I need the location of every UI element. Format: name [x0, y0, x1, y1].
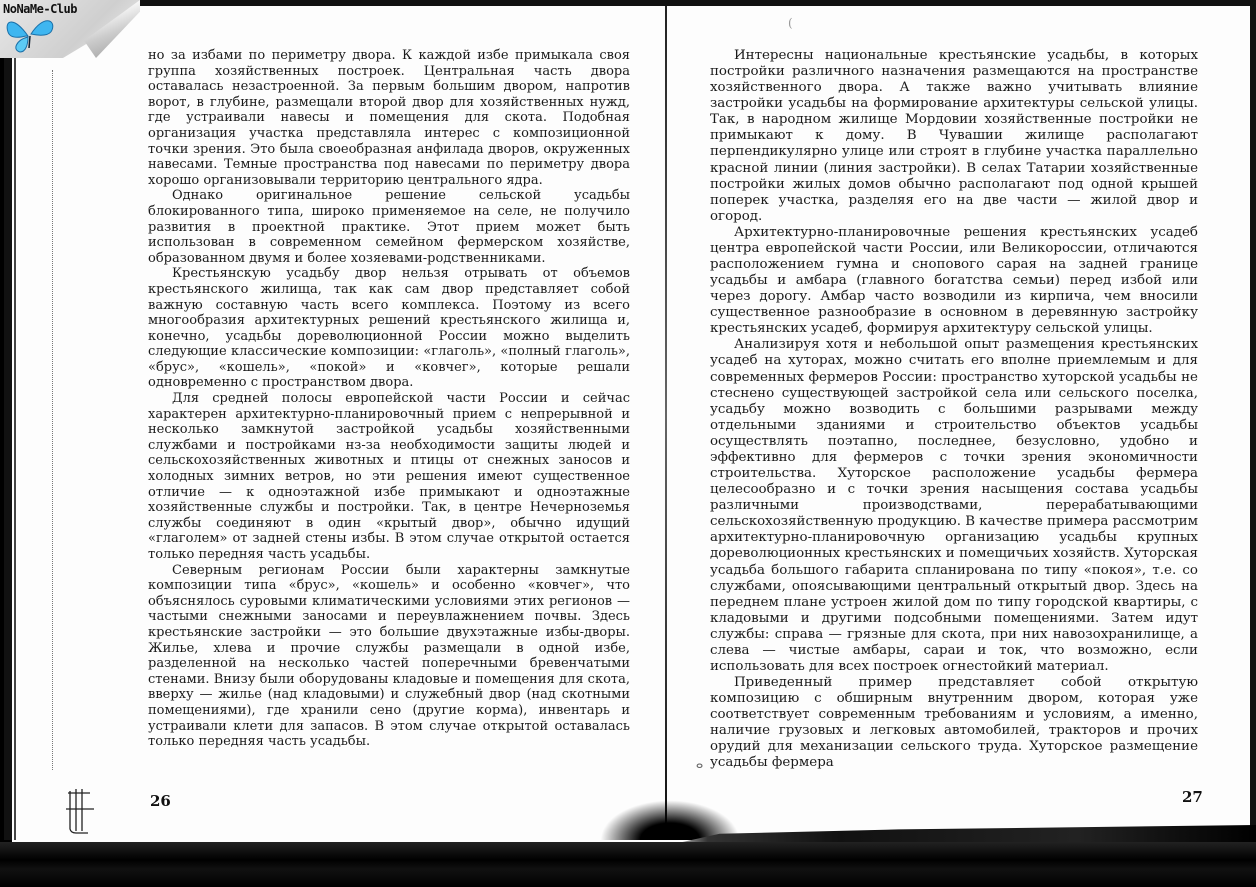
scan-left-edge-line — [14, 40, 16, 840]
scan-right-edge — [1250, 0, 1256, 887]
paragraph: но за избами по периметру двора. К каждой избе примыкала своя группа хозяйственных построек. Центральная часть двора оставалась незастроенной. За первым большим двором, напротив ворот, в глубине, размещали второй двор для хозяйственных нужд, где устраивали навесы и помещения для скота. Подобная организация участка представляла интерес с композиционной точки зрения. Это была своеобразная анфилада дворов, окруженных навесами. Темные пространства под навесами по периметру двора хорошо организовывали территорию центрального ядра. — [148, 48, 630, 188]
left-page-body — [148, 48, 630, 750]
scan-left-edge — [4, 40, 12, 840]
paragraph: Для средней полосы европейской части России и сейчас характерен архитектурно-планировочный прием с непрерывной и несколько замкнутой застройкой усадьбы хозяйственными службами и постройками нз-за необходимости защиты людей и сельскохозяйственных животных и птицы от снежных заносов и холодных зимних ветров, но эти решения имеют существенное отличие — к одноэтажной избе примыкают и одноэтажные хозяйственные службы и постройки. Так, в центре Нечерноземья службы соединяют в один «крытый двор», обычно идущий «глаголем» от задней стены избы. В этом случае открытой остается только передняя часть усадьбы. — [148, 391, 630, 562]
scan-artifact-glyph: ⴰ — [696, 758, 704, 771]
paragraph: Северным регионам России были характерны замкнутые композиции типа «брус», «кошель» и особенно «ковчег», что объяснялось суровыми климатическими условиями этих регионов — частыми снежными заносами и переувлажнением почвы. Здесь крестьянские застройки — это большие двухэтажные избы-дворы. Жилье, хлева и прочие службы размещали в одной избе, разделенной на несколько частей поперечными бревенчатыми стенами. Внизу были оборудованы кладовые и помещения для скота, вверху — жилье (над кладовыми) и служебный двор (над скотными помещениями), где хранили сено (другие корма), инвентарь и устраивали клети для запасов. В этом случае открытой оставалась только передняя часть усадьбы. — [148, 562, 630, 750]
paragraph: Анализируя хотя и небольшой опыт размещения крестьянских усадеб на хуторах, можно считать его вполне приемлемым и для современных фермеров России: пространство хуторской усадьбы не стеснено существующей застройкой села или сельского поселка, усадьбу можно возводить с большими разрывами между отдельными зданиями и строительство объектов усадьбы осуществлять поэтапно, последнее, безусловно, удобно и эффективно для фермеров с точки зрения экономичности строительства. Хуторское расположение усадьбы фермера целесообразно и с точки зрения насыщения состава усадьбы различными производствами, перерабатывающими сельскохозяйственную продукцию. В качестве примера рассмотрим архитектурно-планировочную организацию усадьбы крупных дореволюционных крестьянских и помещичьих хозяйств. Хуторская усадьба большого габарита спланирована по типу «покоя», т.е. со службами, опоясывающими центральный открытый двор. Здесь на переднем плане устроен жилой дом по типу городской квартиры, с кладовыми и другими подсобными помещениями. Затем идут службы: справа — грязные для скота, при них навозохранилище, а слева — чистые амбары, сараи и ток, что возможно, если использовать для всех построек огнестойкий материал. — [710, 337, 1198, 674]
page-number-right: 27 — [1182, 788, 1203, 806]
butterfly-icon — [4, 14, 56, 54]
paragraph: Архитектурно-планировочные решения крестьянских усадеб центра европейской части России, или Великороссии, отличаются расположением гумна и снопового сарая на задней границе усадьбы и амбара (главного богатства семьи) перед избой или через дорогу. Амбар часто возводили из кирпича, чем вносили существенное разнообразие в основном в деревянную застройку крестьянских усадеб, формируя архитектуру сельской улицы. — [710, 224, 1198, 337]
book-gutter — [665, 6, 667, 826]
paragraph: Однако оригинальное решение сельской усадьбы блокированного типа, широко применяемое на селе, не получило развития в проектной практике. Этот прием может быть использован в современном семейном фермерском хозяйстве, образованном двумя и более хозяевами-родственниками. — [148, 188, 630, 266]
watermark-label: NoNaMe-Club — [3, 2, 77, 16]
margin-scribble-mark — [66, 785, 94, 835]
paragraph: Приведенный пример представляет собой открытую композицию с обширным внутренним двором, которая уже соответствует современным требованиям и условиям, а именно, наличие грузовых и легковых автомобилей, тракторов и прочих орудий для механизации сельского труда. Хуторское размещение усадьбы фермера — [710, 675, 1198, 771]
page-number-left: 26 — [150, 792, 171, 810]
scan-artifact-mark: ( — [788, 16, 793, 30]
scan-bottom-edge — [0, 842, 1256, 887]
paragraph: Интересны национальные крестьянские усадьбы, в которых постройки различного назначения размещаются на пространстве хозяйственного двора. А также важно учитывать влияние застройки усадьбы на формирование архитектуры сельской улицы. Так, в народном жилище Мордовии хозяйственные постройки не примыкают к дому. В Чувашии жилище располагают перпендикулярно улице или строят в глубине участка параллельно красной линии (линия застройки). В селах Татарии хозяйственные постройки жилых домов обычно располагают под одной крышей поперек участка, разделяя его на две части — жилой двор и огород. — [710, 48, 1198, 224]
paragraph: Крестьянскую усадьбу двор нельзя отрывать от объемов крестьянского жилища, так как сам двор представляет собой важную составную часть всего комплекса. Поэтому из всего многообразия архитектурных решений крестьянского жилища и, конечно, усадьбы дореволюционной России можно выделить следующие классические композиции: «глаголь», «полный глаголь», «брус», «кошель», «покой» и «ковчег», которые решали одновременно с пространством двора. — [148, 266, 630, 391]
scan-noise-dots — [52, 70, 54, 770]
right-page-body — [710, 48, 1198, 772]
